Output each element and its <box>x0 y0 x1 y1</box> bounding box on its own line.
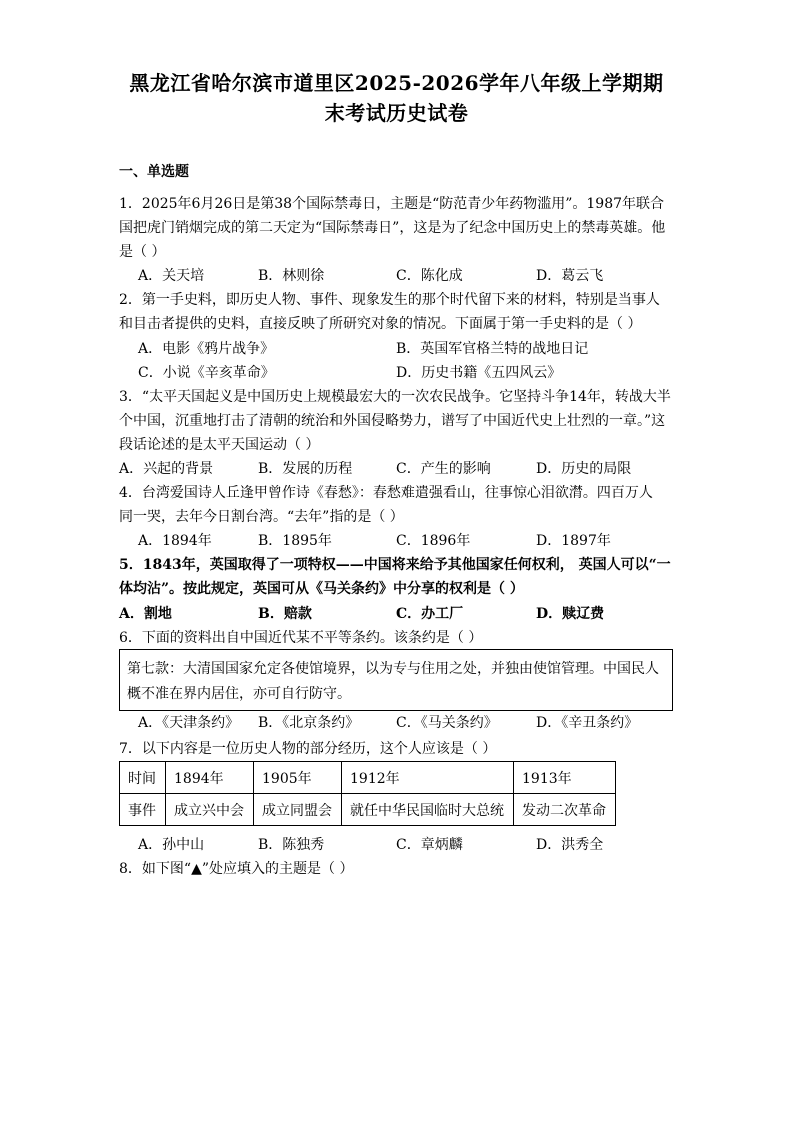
question-7-line-1: 7．以下内容是一位历史人物的部分经历，这个人应该是（ ） <box>119 741 497 757</box>
table-cell: 成立兴中会 <box>166 794 254 826</box>
question-3-option-a[interactable]: A．兴起的背景 <box>119 461 214 477</box>
question-1-option-b[interactable]: B．林则徐 <box>258 268 325 284</box>
question-3-option-b[interactable]: B．发展的历程 <box>258 461 353 477</box>
question-8-line-1: 8．如下图“▲”处应填入的主题是（ ） <box>119 861 354 877</box>
question-5-line-1: 5．1843年，英国取得了一项特权——中国将来给予其他国家任何权利， 英国人可以“一 <box>119 557 671 573</box>
question-4-option-d[interactable]: D．1897年 <box>536 533 611 549</box>
question-5-option-c[interactable]: C．办工厂 <box>396 606 464 622</box>
table-cell: 1912年 <box>342 762 514 794</box>
question-6-option-c[interactable]: C．《马关条约》 <box>396 715 498 731</box>
question-1-option-c[interactable]: C．陈化成 <box>396 268 463 284</box>
question-2-option-b[interactable]: B．英国军官格兰特的战地日记 <box>396 341 589 357</box>
question-4-option-b[interactable]: B．1895年 <box>258 533 332 549</box>
question-4-line-1: 4．台湾爱国诗人丘逢甲曾作诗《春愁》：春愁难遣强看山，往事惊心泪欲潸。四百万人 <box>119 485 653 501</box>
exam-title-line-1: 黑龙江省哈尔滨市道里区2025-2026学年八年级上学期期 <box>129 71 664 95</box>
question-5-line-2: 体均沾”。按此规定，英国可从《马关条约》中分享的权利是（ ） <box>119 581 524 597</box>
question-2-line-2: 和目击者提供的史料，直接反映了所研究对象的情况。下面属于第一手史料的是（ ） <box>119 316 642 332</box>
question-7-option-a[interactable]: A．孙中山 <box>138 837 205 853</box>
question-6-option-b[interactable]: B．《北京条约》 <box>258 715 360 731</box>
question-6-option-a[interactable]: A．《天津条约》 <box>138 715 240 731</box>
question-5-option-b[interactable]: B．赔款 <box>258 606 312 622</box>
table-cell: 成立同盟会 <box>254 794 342 826</box>
question-6-line-1: 6．下面的资料出自中国近代某不平等条约。该条约是（ ） <box>119 630 483 646</box>
question-1-line-3: 是（ ） <box>119 244 166 260</box>
question-5-option-d[interactable]: D．赎辽费 <box>536 606 605 622</box>
question-7-option-d[interactable]: D．洪秀全 <box>536 837 604 853</box>
question-4-option-c[interactable]: C．1896年 <box>396 533 471 549</box>
question-3-option-c[interactable]: C．产生的影响 <box>396 461 491 477</box>
question-5-option-a[interactable]: A．割地 <box>119 606 172 622</box>
table-cell: 1905年 <box>254 762 342 794</box>
question-7-option-b[interactable]: B．陈独秀 <box>258 837 325 853</box>
question-6-option-d[interactable]: D．《辛丑条约》 <box>536 715 639 731</box>
question-1-line-2: 国把虎门销烟完成的第二天定为“国际禁毒日”，这是为了纪念中国历史上的禁毒英雄。他 <box>119 220 666 236</box>
table-row <box>120 794 616 826</box>
question-3-line-1: 3．“太平天国起义是中国历史上规模最宏大的一次农民战争。它坚持斗争14年，转战大半 <box>119 389 671 405</box>
table-cell: 发动二次革命 <box>514 794 616 826</box>
table-cell: 1894年 <box>166 762 254 794</box>
section-heading: 一、单选题 <box>119 164 189 180</box>
question-7-option-c[interactable]: C．章炳麟 <box>396 837 463 853</box>
table-row <box>120 762 616 794</box>
table-cell: 就任中华民国临时大总统 <box>342 794 514 826</box>
table-cell: 1913年 <box>514 762 616 794</box>
question-3-line-2: 个中国，沉重地打击了清朝的统治和外国侵略势力，谱写了中国近代史上壮烈的一章。”这 <box>119 413 666 429</box>
question-3-option-d[interactable]: D．历史的局限 <box>536 461 632 477</box>
question-1-option-d[interactable]: D．葛云飞 <box>536 268 604 284</box>
question-4-line-2: 同一哭，去年今日割台湾。“去年”指的是（ ） <box>119 509 404 525</box>
source-material-line-2: 概不准在界内居住，亦可自行防守。 <box>127 686 351 702</box>
question-2-option-d[interactable]: D．历史书籍《五四风云》 <box>396 365 562 381</box>
source-material-line-1: 第七款：大清国国家允定各使馆境界，以为专与住用之处，并独由使馆管理。中国民人 <box>127 661 659 677</box>
question-2-option-c[interactable]: C．小说《辛亥革命》 <box>138 365 275 381</box>
exam-title-line-2: 末考试历史试卷 <box>324 101 469 125</box>
question-2-line-1: 2．第一手史料，即历史人物、事件、现象发生的那个时代留下来的材料，特别是当事人 <box>119 292 660 308</box>
question-4-option-a[interactable]: A．1894年 <box>138 533 212 549</box>
table-cell: 时间 <box>120 762 166 794</box>
question-1-line-1: 1．2025年6月26日是第38个国际禁毒日，主题是“防范青少年药物滥用”。1987年联合 <box>119 196 665 212</box>
timeline-table <box>119 761 616 826</box>
question-3-line-3: 段话论述的是太平天国运动（ ） <box>119 437 320 453</box>
table-cell: 事件 <box>120 794 166 826</box>
question-2-option-a[interactable]: A．电影《鸦片战争》 <box>138 341 275 357</box>
question-1-option-a[interactable]: A．关天培 <box>138 268 205 284</box>
